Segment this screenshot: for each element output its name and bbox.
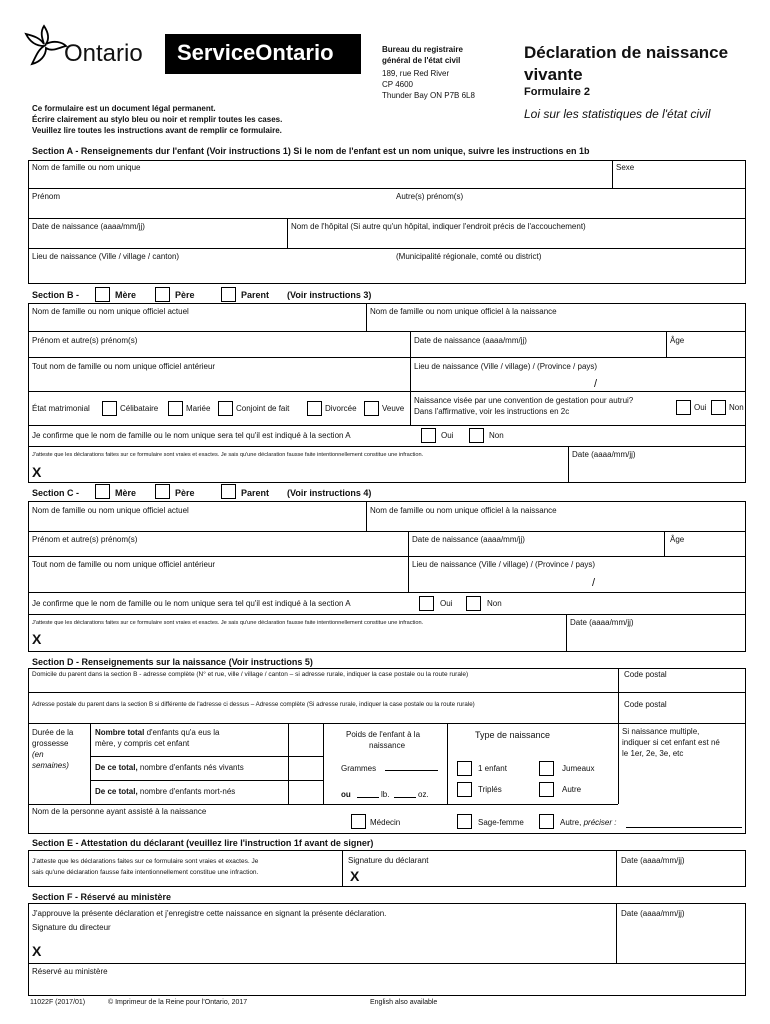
b-married-checkbox[interactable] xyxy=(168,401,183,416)
f-approve-text: J'approuve la présente déclaration et j'enregistre cette naissance en signant la présente déclaration. xyxy=(32,909,387,918)
postal-code-2-label: Code postal xyxy=(624,700,667,709)
e-date-label: Date (aaaa/mm/jj) xyxy=(621,856,685,865)
section-c-mother-checkbox[interactable] xyxy=(95,484,110,499)
footer-printer: © Imprimeur de la Reine pour l'Ontario, 2017 xyxy=(108,999,248,1006)
pregnancy-label-3: (en xyxy=(32,750,44,759)
b-common-law-checkbox[interactable] xyxy=(218,401,233,416)
grams-field[interactable] xyxy=(385,770,438,771)
b-birth-place-slash: / xyxy=(594,378,598,390)
b-married-label: Mariée xyxy=(186,404,211,413)
c-date-field[interactable] xyxy=(568,630,744,650)
section-e-title: Section E - Attestation du déclarant (veuillez lire l'instruction 1f avant de signer) xyxy=(32,838,374,848)
section-f-title: Section F - Réservé au ministère xyxy=(32,892,172,902)
footer-english-available: English also available xyxy=(370,999,438,1006)
section-c-prefix: Section C - xyxy=(32,488,80,498)
ontario-wordmark: Ontario xyxy=(64,40,143,67)
c-attestation-text: J'atteste que les déclarations faites sur ce formulaire sont vraies et exactes. Je sais qu'une déclaration fausse faite intentionnellement constitue une infraction. xyxy=(32,620,424,626)
address-line-1: 189, rue Red River xyxy=(382,69,450,78)
pounds-field[interactable] xyxy=(357,797,379,798)
child-surname-field[interactable] xyxy=(30,172,608,186)
c-first-names-label: Prénom et autre(s) prénom(s) xyxy=(32,535,138,544)
other-attendant-text: Autre, xyxy=(560,818,584,827)
section-b-father-checkbox[interactable] xyxy=(155,287,170,302)
postal-code-label: Code postal xyxy=(624,670,667,679)
section-d-title: Section D - Renseignements sur la naissance (Voir instructions 5) xyxy=(32,657,313,667)
c-confirm-text: Je confirme que le nom de famille ou le nom unique sera tel qu'il est indiqué à la section A xyxy=(32,599,351,608)
total-children-label-2: mère, y compris cet enfant xyxy=(95,739,190,748)
ontario-logo xyxy=(24,22,154,72)
b-date-label: Date (aaaa/mm/jj) xyxy=(572,450,636,459)
child-sex-field[interactable] xyxy=(614,172,744,186)
child-birth-place-field[interactable] xyxy=(30,266,390,280)
b-single-checkbox[interactable] xyxy=(102,401,117,416)
service-ontario-text: ServiceOntario xyxy=(177,40,334,65)
birth-type-label: Type de naissance xyxy=(475,730,551,740)
weight-label-1: Poids de l'enfant à la xyxy=(346,730,421,739)
twins-checkbox[interactable] xyxy=(539,761,554,776)
midwife-label: Sage-femme xyxy=(478,818,524,827)
b-divorced-label: Divorcée xyxy=(325,404,357,413)
f-reserved-label: Réservé au ministère xyxy=(32,967,108,976)
c-previous-surname-field[interactable] xyxy=(30,574,406,588)
other-birth-label: Autre xyxy=(562,785,582,794)
section-a-title: Section A - Renseignements dur l'enfant (Voir instructions 1) Si le nom de l'enfant est un nom unique, suivre les instructions en 1b xyxy=(32,146,590,156)
postal-address-field[interactable] xyxy=(30,708,616,722)
pregnancy-weeks-field[interactable] xyxy=(30,775,88,802)
service-ontario-logo xyxy=(165,34,361,74)
stillborn-label xyxy=(95,787,235,797)
f-director-signature-field xyxy=(30,938,614,961)
b-widowed-label: Veuve xyxy=(382,404,405,413)
c-previous-surname-label: Tout nom de famille ou nom unique officiel antérieur xyxy=(32,560,216,569)
triplets-checkbox[interactable] xyxy=(457,782,472,797)
multiple-birth-label-3: le 1er, 2e, 3e, etc xyxy=(622,749,684,758)
alive-children-bold: De ce total, xyxy=(95,763,138,772)
b-confirm-yes-label: Oui xyxy=(441,431,454,440)
e-attest-line-2: sais qu'une déclaration fausse faite intentionnellement constitue une infraction. xyxy=(32,869,259,876)
e-attest-line-1: J'atteste que les déclarations faites sur ce formulaire sont vraies et exactes. Je xyxy=(32,858,259,865)
stillborn-rest: nombre d'enfants mort-nés xyxy=(137,787,236,796)
ounces-label: oz. xyxy=(418,790,429,799)
specify-text: préciser : xyxy=(583,818,617,827)
total-children-rest: d'enfants qu'a eus la xyxy=(144,728,220,737)
child-birth-place-label: Lieu de naissance (Ville / village / canton) xyxy=(32,252,180,261)
trillium-icon xyxy=(24,22,68,66)
alive-children-field[interactable] xyxy=(290,760,321,778)
e-signature-x: X xyxy=(350,868,360,884)
total-children-label xyxy=(95,728,219,738)
b-divorced-checkbox[interactable] xyxy=(307,401,322,416)
b-previous-surname-field[interactable] xyxy=(30,374,408,388)
b-confirm-no-label: Non xyxy=(489,431,504,440)
child-other-names-field[interactable] xyxy=(396,202,744,216)
section-c-mother-label: Mère xyxy=(115,488,137,498)
one-child-checkbox[interactable] xyxy=(457,761,472,776)
b-birth-date-label: Date de naissance (aaaa/mm/jj) xyxy=(414,336,527,345)
section-b-parent-checkbox[interactable] xyxy=(221,287,236,302)
c-birth-surname-field[interactable] xyxy=(368,515,744,529)
f-director-signature-label: Signature du directeur xyxy=(32,923,111,932)
b-marital-label: État matrimonial xyxy=(32,404,90,413)
domicile-field[interactable] xyxy=(30,678,616,692)
one-child-label: 1 enfant xyxy=(478,764,507,773)
child-surname-label: Nom de famille ou nom unique xyxy=(32,163,141,172)
child-other-names-label: Autre(s) prénom(s) xyxy=(396,192,464,201)
c-confirm-yes-checkbox[interactable] xyxy=(419,596,434,611)
pregnancy-label-2: grossesse xyxy=(32,739,69,748)
other-attendant-field[interactable] xyxy=(626,827,742,828)
b-confirm-yes-checkbox[interactable] xyxy=(421,428,436,443)
f-date-label: Date (aaaa/mm/jj) xyxy=(621,909,685,918)
address-line-3: Thunder Bay ON P7B 6L8 xyxy=(382,91,475,100)
section-c-parent-checkbox[interactable] xyxy=(221,484,236,499)
section-b-parent-label: Parent xyxy=(241,290,270,300)
section-b-prefix: Section B - xyxy=(32,290,80,300)
midwife-checkbox[interactable] xyxy=(457,814,472,829)
domicile-label: Domicile du parent dans la section B - adresse complète (N° et rue, ville / village / canton – si adresse rurale, indiquer la case postale ou la route rurale) xyxy=(32,671,469,678)
child-birth-date-label: Date de naissance (aaaa/mm/jj) xyxy=(32,222,145,231)
pounds-label: lb. xyxy=(381,790,390,799)
other-attendant-label xyxy=(560,818,616,828)
b-surrogacy-yes-label: Oui xyxy=(694,403,707,412)
child-birth-date-field[interactable] xyxy=(30,232,285,246)
pregnancy-label-4: semaines) xyxy=(32,761,69,770)
e-signature-label: Signature du déclarant xyxy=(348,856,429,865)
f-signature-x: X xyxy=(32,943,42,959)
c-birth-place-label: Lieu de naissance (Ville / village) / (Province / pays) xyxy=(412,560,596,569)
doctor-label: Médecin xyxy=(370,818,401,827)
section-c-father-checkbox[interactable] xyxy=(155,484,170,499)
form-title: Déclaration de naissance vivante xyxy=(524,43,729,84)
doctor-checkbox[interactable] xyxy=(351,814,366,829)
b-first-names-label: Prénom et autre(s) prénom(s) xyxy=(32,336,138,345)
b-current-surname-label: Nom de famille ou nom unique officiel actuel xyxy=(32,307,189,316)
b-attestation-text: J'atteste que les déclarations faites sur ce formulaire sont vraies et exactes. Je sais qu'une déclaration fausse faite intentionnellement constitue une infraction. xyxy=(32,452,424,458)
multiple-birth-order-field[interactable] xyxy=(620,765,744,802)
c-current-surname-label: Nom de famille ou nom unique officiel actuel xyxy=(32,506,189,515)
office-name: Bureau du registraire général de l'état civil xyxy=(382,45,463,65)
address-line-2: CP 4600 xyxy=(382,80,413,89)
notice-1: Ce formulaire est un document légal permanent. xyxy=(32,104,216,113)
b-surrogacy-question: Naissance visée par une convention de gestation pour autrui? xyxy=(414,396,634,405)
municipality-field[interactable] xyxy=(396,266,744,280)
c-confirm-yes-label: Oui xyxy=(440,599,453,608)
total-children-field[interactable] xyxy=(290,732,321,754)
b-age-label: Âge xyxy=(670,336,685,345)
triplets-label: Triplés xyxy=(478,785,502,794)
postal-address-label: Adresse postale du parent dans la section B si différente de l'adresse ci dessus – Adresse complète (Si adresse rurale, indiquer la case postale ou la route rurale) xyxy=(32,701,475,708)
b-confirm-text: Je confirme que le nom de famille ou le nom unique sera tel qu'il est indiqué à la section A xyxy=(32,431,351,440)
b-widowed-checkbox[interactable] xyxy=(364,401,379,416)
section-b-father-label: Père xyxy=(175,290,195,300)
twins-label: Jumeaux xyxy=(562,764,595,773)
multiple-birth-label-1: Si naissance multiple, xyxy=(622,727,700,736)
other-birth-checkbox[interactable] xyxy=(539,782,554,797)
section-c-instructions: (Voir instructions 4) xyxy=(287,488,372,498)
b-date-field[interactable] xyxy=(570,462,744,481)
total-children-bold: Nombre total xyxy=(95,728,145,737)
municipality-label: (Municipalité régionale, comté ou district) xyxy=(396,252,542,261)
b-current-surname-field[interactable] xyxy=(30,315,364,329)
c-signature-x: X xyxy=(32,631,42,647)
ounces-field[interactable] xyxy=(394,797,416,798)
alive-children-label xyxy=(95,763,244,773)
section-c-parent-label: Parent xyxy=(241,488,270,498)
c-birth-date-label: Date de naissance (aaaa/mm/jj) xyxy=(412,535,525,544)
b-birth-place-field[interactable] xyxy=(412,374,744,388)
c-current-surname-field[interactable] xyxy=(30,515,364,529)
c-age-label: Âge xyxy=(670,535,685,544)
e-signature-field[interactable] xyxy=(344,866,614,885)
hospital-field[interactable] xyxy=(289,232,744,246)
b-single-label: Célibataire xyxy=(120,404,159,413)
form-number: Formulaire 2 xyxy=(524,86,591,98)
c-signature-field[interactable] xyxy=(30,630,564,650)
alive-children-rest: nombre d'enfants nés vivants xyxy=(137,763,244,772)
c-birth-surname-label: Nom de famille ou nom unique officiel à la naissance xyxy=(370,506,557,515)
other-attendant-checkbox[interactable] xyxy=(539,814,554,829)
e-date-field[interactable] xyxy=(618,866,744,885)
b-birth-surname-field[interactable] xyxy=(368,315,744,329)
act-name: Loi sur les statistiques de l'état civil xyxy=(524,107,711,121)
attendant-label: Nom de la personne ayant assisté à la naissance xyxy=(32,807,207,816)
stillborn-bold: De ce total, xyxy=(95,787,138,796)
or-label: ou xyxy=(341,790,351,799)
pregnancy-label-1: Durée de la xyxy=(32,728,74,737)
footer-form-code: 11022F (2017/01) xyxy=(30,999,86,1006)
b-surrogacy-yes-checkbox[interactable] xyxy=(676,400,691,415)
postal-code-field[interactable] xyxy=(620,678,744,692)
hospital-label: Nom de l'hôpital (Si autre qu'un hôpital, indiquer l'endroit précis de l'accouchement) xyxy=(291,222,586,231)
b-signature-x: X xyxy=(32,464,42,480)
notice-2: Écrire clairement au stylo bleu ou noir et remplir toutes les cases. xyxy=(32,115,283,124)
b-common-law-label: Conjoint de fait xyxy=(236,404,290,413)
b-surrogacy-no-label: Non xyxy=(729,403,744,412)
b-surrogacy-no-checkbox[interactable] xyxy=(711,400,726,415)
child-first-name-label: Prénom xyxy=(32,192,61,201)
b-surrogacy-note: Dans l'affirmative, voir les instructions en 2c xyxy=(414,407,570,416)
c-confirm-no-label: Non xyxy=(487,599,502,608)
c-birth-place-slash: / xyxy=(592,577,596,589)
b-confirm-no-checkbox[interactable] xyxy=(469,428,484,443)
section-b-instructions: (Voir instructions 3) xyxy=(287,290,372,300)
section-b-mother-checkbox[interactable] xyxy=(95,287,110,302)
notice-3: Veuillez lire toutes les instructions avant de remplir ce formulaire. xyxy=(32,126,282,135)
grams-label: Grammes xyxy=(341,764,377,773)
child-sex-label: Sexe xyxy=(616,163,635,172)
c-birth-place-field[interactable] xyxy=(410,574,744,588)
section-c-father-label: Père xyxy=(175,488,195,498)
c-date-label: Date (aaaa/mm/jj) xyxy=(570,618,634,627)
multiple-birth-label-2: indiquer si cet enfant est né xyxy=(622,738,720,747)
b-birth-place-label: Lieu de naissance (Ville / village) / (Province / pays) xyxy=(414,362,598,371)
c-confirm-no-checkbox[interactable] xyxy=(466,596,481,611)
section-b-mother-label: Mère xyxy=(115,290,137,300)
weight-label-2: naissance xyxy=(369,741,406,750)
b-signature-field[interactable] xyxy=(30,462,566,481)
b-previous-surname-label: Tout nom de famille ou nom unique officiel antérieur xyxy=(32,362,216,371)
b-birth-surname-label: Nom de famille ou nom unique officiel à la naissance xyxy=(370,307,557,316)
stillborn-field[interactable] xyxy=(290,784,321,802)
child-first-name-field[interactable] xyxy=(30,202,390,216)
postal-code-2-field[interactable] xyxy=(620,708,744,722)
